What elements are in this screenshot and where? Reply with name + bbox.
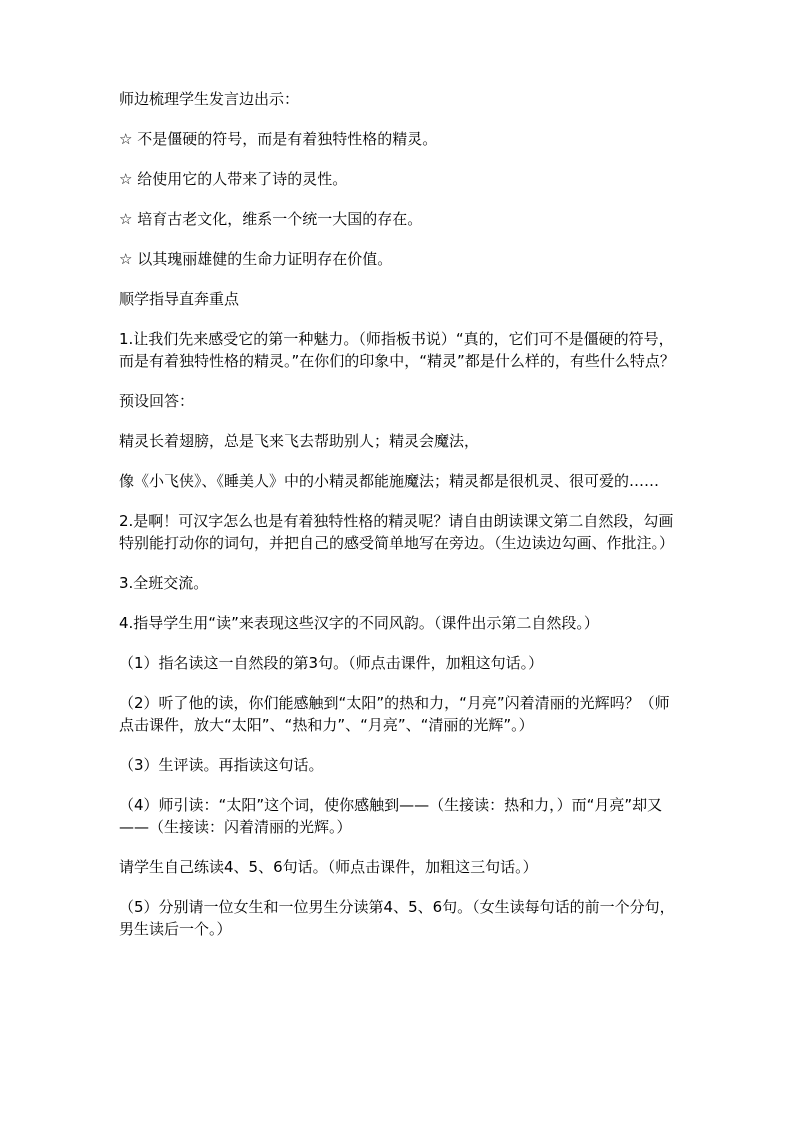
step-4: 4.指导学生用“读”来表现这些汉字的不同风韵。（课件出示第二自然段。）: [119, 614, 599, 632]
star-item-3: ☆ 培育古老文化，维系一个统一大国的存在。: [119, 210, 423, 228]
step-1: 1.让我们先来感受它的第一种魅力。（师指板书说）“真的，它们可不是僵硬的符号，而是有着独特性格的精灵。”在你们的印象中，“精灵”都是什么样的，有些什么特点？: [119, 330, 675, 370]
document-page: [119, 88, 679, 958]
section-heading: 顺学指导直奔重点: [119, 290, 240, 308]
practice-instruction: 请学生自己练读4、5、6句话。（师点击课件，加粗这三句话。）: [119, 858, 538, 876]
substep-2: （2）听了他的读，你们能感触到“太阳”的热和力，“月亮”闪着清丽的光辉吗？（师点击课件，放大“太阳”、“热和力”、“月亮”、“清丽的光辉”。）: [119, 694, 670, 734]
preset-answer-line-2: 像《小飞侠》、《睡美人》中的小精灵都能施魔法；精灵都是很机灵、很可爱的……: [119, 472, 660, 490]
star-item-2: ☆ 给使用它的人带来了诗的灵性。: [119, 170, 348, 188]
section-intro: 师边梳理学生发言边出示：: [119, 90, 300, 108]
step-2: 2.是啊！可汉字怎么也是有着独特性格的精灵呢？请自由朗读课文第二自然段，勾画特别能打动你的词句，并把自己的感受简单地写在旁边。（生边读边勾画、作批注。）: [119, 512, 675, 552]
star-item-4: ☆ 以其瑰丽雄健的生命力证明存在价值。: [119, 250, 393, 268]
preset-answer-label: 预设回答：: [119, 392, 195, 410]
substep-4: （4）师引读：“太阳”这个词，使你感触到——（生接读：热和力，）而“月亮”却又——（生接读：闪着清丽的光辉。）: [119, 796, 663, 836]
substep-3: （3）生评读。再指读这句话。: [119, 756, 324, 774]
step-3: 3.全班交流。: [119, 574, 209, 592]
preset-answer-line-1: 精灵长着翅膀，总是飞来飞去帮助别人；精灵会魔法，: [119, 432, 480, 450]
substep-1: （1）指名读这一自然段的第3句。（师点击课件，加粗这句话。）: [119, 654, 544, 672]
substep-5: （5）分别请一位女生和一位男生分读第4、5、6句。（女生读每句话的前一个分句，男生读后一个。）: [119, 898, 675, 938]
star-item-1: ☆ 不是僵硬的符号，而是有着独特性格的精灵。: [119, 130, 438, 148]
